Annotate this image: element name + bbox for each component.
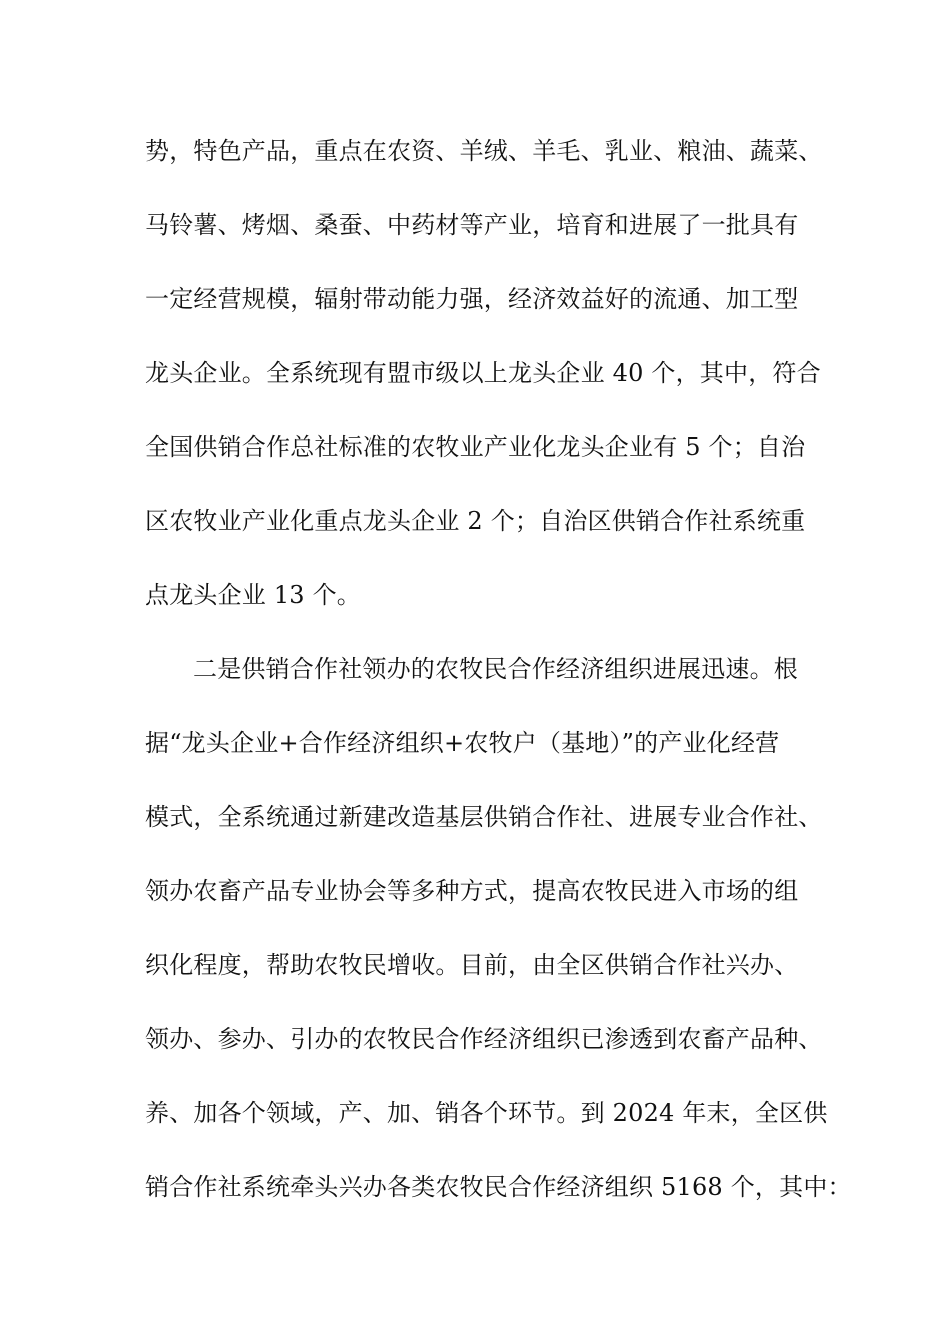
text-line: 龙头企业。全系统现有盟市级以上龙头企业 40 个，其中，符合 bbox=[145, 359, 821, 387]
text-line: 据“龙头企业+合作经济组织+农牧户（基地）”的产业化经营 bbox=[145, 729, 780, 757]
text-line: 销合作社系统牵头兴办各类农牧民合作经济组织 5168 个，其中： bbox=[145, 1173, 852, 1201]
text-line: 织化程度，帮助农牧民增收。目前，由全区供销合作社兴办、 bbox=[145, 951, 799, 979]
text-line: 领办、参办、引办的农牧民合作经济组织已渗透到农畜产品种、 bbox=[145, 1025, 823, 1053]
text-line: 点龙头企业 13 个。 bbox=[145, 581, 361, 609]
document-body bbox=[145, 126, 852, 1236]
paragraph-cooperative-organizations bbox=[145, 644, 852, 1236]
text-line: 一定经营规模，辐射带动能力强，经济效益好的流通、加工型 bbox=[145, 285, 799, 313]
text-line: 区农牧业产业化重点龙头企业 2 个；自治区供销合作社系统重 bbox=[145, 507, 806, 535]
text-line: 马铃薯、烤烟、桑蚕、中药材等产业，培育和进展了一批具有 bbox=[145, 211, 799, 239]
text-line: 势，特色产品，重点在农资、羊绒、羊毛、乳业、粮油、蔬菜、 bbox=[145, 137, 823, 165]
paragraph-dragon-head-enterprises bbox=[145, 126, 835, 644]
text-line: 领办农畜产品专业协会等多种方式，提高农牧民进入市场的组 bbox=[145, 877, 799, 905]
text-line: 模式，全系统通过新建改造基层供销合作社、进展专业合作社、 bbox=[145, 803, 823, 831]
text-line: 二是供销合作社领办的农牧民合作经济组织进展迅速。根 bbox=[193, 655, 798, 683]
text-line: 养、加各个领域，产、加、销各个环节。到 2024 年末，全区供 bbox=[145, 1099, 828, 1127]
text-line: 全国供销合作总社标准的农牧业产业化龙头企业有 5 个；自治 bbox=[145, 433, 806, 461]
